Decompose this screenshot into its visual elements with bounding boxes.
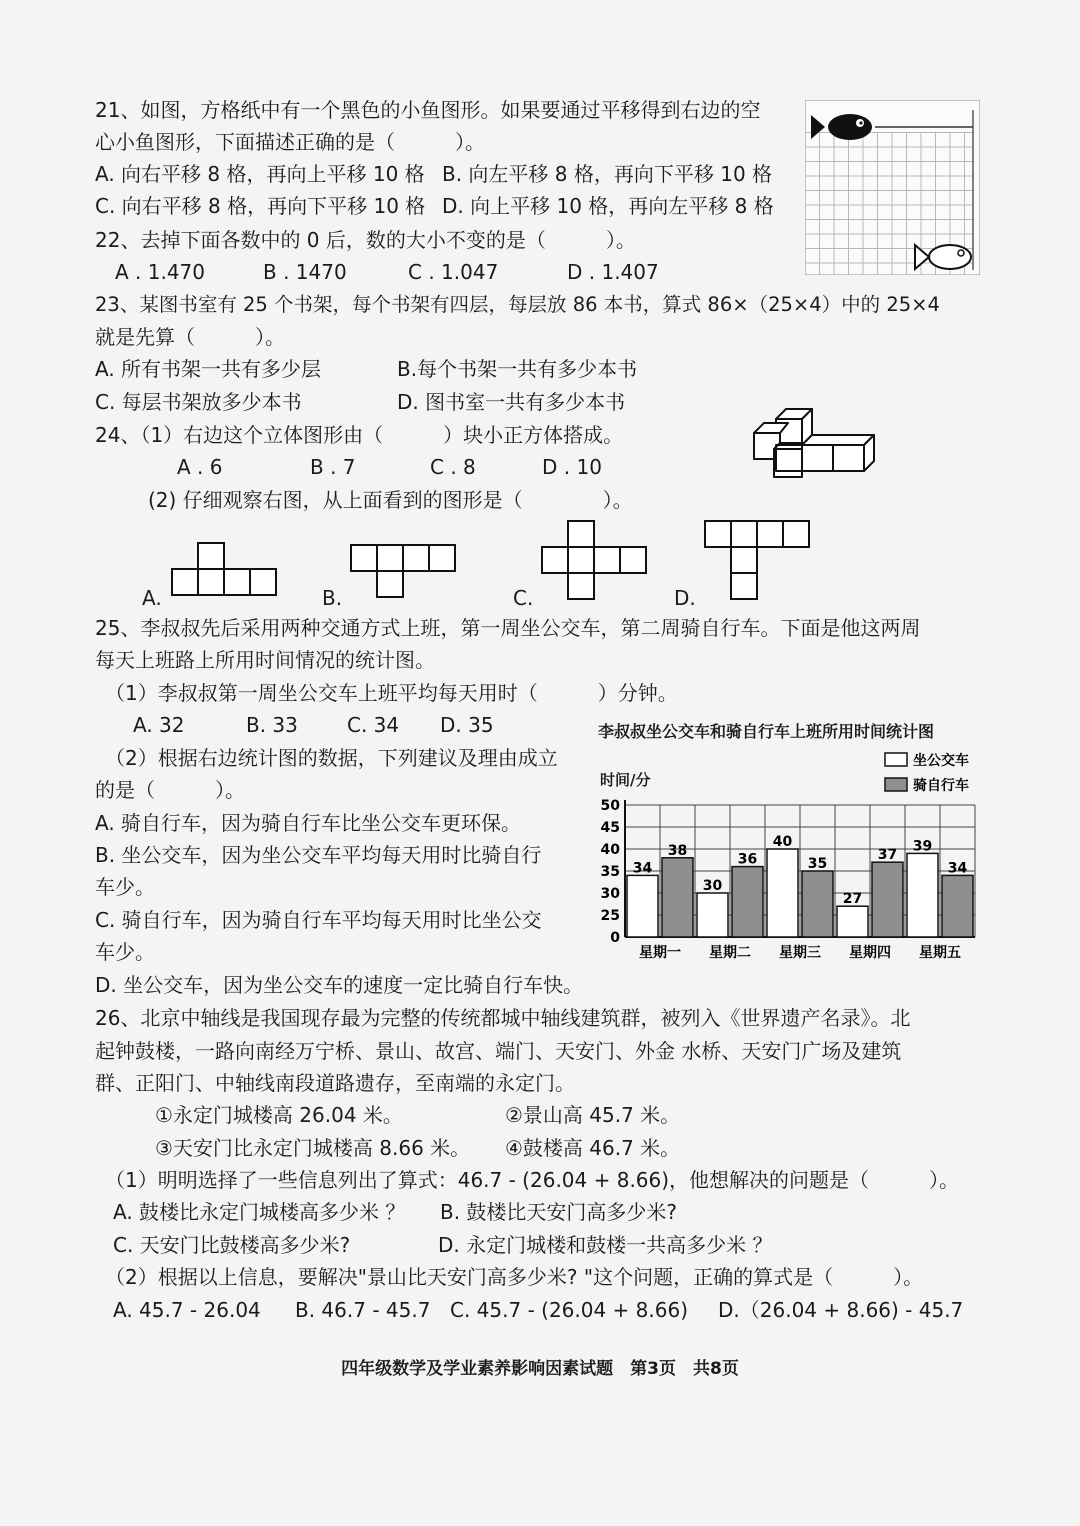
chart-legend-label: 坐公交车 bbox=[913, 753, 969, 769]
q23-option-d: D. 图书室一共有多少本书 bbox=[397, 390, 626, 414]
q26-fact-1: ①永定门城楼高 26.04 米。 bbox=[155, 1103, 403, 1127]
q24-part1-option-b: B . 7 bbox=[310, 455, 356, 479]
q21-option-b: B. 向左平移 8 格，再向下平移 10 格 bbox=[442, 162, 773, 186]
q23-option-b: B.每个书架一共有多少本书 bbox=[397, 357, 638, 381]
chart-y-tick-label: 40 bbox=[600, 842, 620, 858]
chart-legend-swatch bbox=[885, 778, 907, 791]
q26-part1-option-d: D. 永定门城楼和鼓楼一共高多少米 ？ bbox=[438, 1233, 773, 1257]
chart-data-label: 30 bbox=[702, 878, 723, 894]
q23-option-a: A. 所有书架一共有多少层 bbox=[95, 357, 322, 381]
chart-y-tick-label: 30 bbox=[600, 886, 620, 902]
q22-option-b: B . 1470 bbox=[263, 260, 347, 284]
page-footer: 四年级数学及学业素养影响因素试题 第3页 共8页 bbox=[341, 1359, 739, 1379]
q22-option-c: C . 1.047 bbox=[408, 260, 499, 284]
q25-option-b-line2: 车少。 bbox=[95, 875, 155, 899]
chart-x-tick-label: 星期三 bbox=[779, 945, 821, 961]
q25-part1-option-c: C. 34 bbox=[347, 713, 400, 737]
chart-x-tick-label: 星期二 bbox=[709, 945, 751, 961]
view-label-b: B. bbox=[322, 586, 343, 610]
q26-part1-option-b: B. 鼓楼比天安门高多少米? bbox=[440, 1200, 678, 1224]
q26-part2-option-a: A. 45.7 - 26.04 bbox=[113, 1298, 261, 1322]
q24-part2-stem: (2) 仔细观察右图，从上面看到的图形是（ ）。 bbox=[148, 488, 633, 512]
q26-part1-stem: （1）明明选择了一些信息列出了算式：46.7 - (26.04 + 8.66)，他想解决的问题是（ ）。 bbox=[105, 1168, 960, 1192]
chart-bar bbox=[802, 871, 833, 937]
q26-fact-3: ③天安门比永定门城楼高 8.66 米。 bbox=[155, 1136, 471, 1160]
q25-part1-option-d: D. 35 bbox=[440, 713, 494, 737]
q22-option-a: A . 1.470 bbox=[115, 260, 206, 284]
q25-stem-line2: 每天上班路上所用时间情况的统计图。 bbox=[95, 648, 435, 672]
q25-option-c-line2: 车少。 bbox=[95, 940, 155, 964]
q26-stem-line1: 26、北京中轴线是我国现存最为完整的传统都城中轴线建筑群，被列入《世界遗产名录》。北 bbox=[95, 1006, 911, 1030]
q25-part1-option-a: A. 32 bbox=[133, 713, 185, 737]
chart-bar bbox=[907, 853, 938, 937]
q23-stem-line1: 23、某图书室有 25 个书架，每个书架有四层，每层放 86 本书，算式 86×（25×4）中的 25×4 bbox=[95, 293, 940, 316]
chart-data-label: 37 bbox=[877, 847, 898, 864]
view-label-a: A. bbox=[142, 586, 162, 610]
q21-option-c: C. 向右平移 8 格，再向下平移 10 格 bbox=[95, 194, 426, 218]
view-label-d: D. bbox=[674, 586, 696, 610]
chart-y-tick-label: 45 bbox=[600, 820, 620, 836]
chart-data-label: 27 bbox=[842, 891, 863, 908]
q24-part1-option-a: A . 6 bbox=[177, 455, 223, 479]
q25-option-a: A. 骑自行车，因为骑自行车比坐公交车更环保。 bbox=[95, 811, 522, 835]
commute-bar-chart bbox=[590, 745, 990, 970]
q21-option-d: D. 向上平移 10 格，再向左平移 8 格 bbox=[442, 194, 774, 218]
chart-y-tick-label: 35 bbox=[600, 864, 620, 880]
q21-stem-line1: 21、如图，方格纸中有一个黑色的小鱼图形。如果要通过平移得到右边的空 bbox=[95, 98, 761, 122]
chart-bar bbox=[697, 893, 728, 937]
q25-stem-line1: 25、李叔叔先后采用两种交通方式上班，第一周坐公交车，第二周骑自行车。下面是他这两周 bbox=[95, 616, 921, 640]
q22-option-d: D . 1.407 bbox=[567, 260, 659, 284]
chart-legend-swatch bbox=[885, 753, 907, 766]
q26-fact-2: ②景山高 45.7 米。 bbox=[505, 1103, 681, 1127]
chart-data-label: 36 bbox=[737, 851, 758, 868]
q25-option-d: D. 坐公交车，因为坐公交车的速度一定比骑自行车快。 bbox=[95, 973, 584, 997]
chart-y-tick-label: 0 bbox=[610, 930, 620, 946]
chart-legend-label: 骑自行车 bbox=[913, 778, 969, 794]
chart-bar bbox=[942, 875, 973, 937]
q23-option-c: C. 每层书架放多少本书 bbox=[95, 390, 302, 414]
q25-part1-option-b: B. 33 bbox=[246, 713, 298, 737]
chart-y-tick-label: 50 bbox=[600, 798, 620, 814]
q25-part1-stem: （1）李叔叔第一周坐公交车上班平均每天用时（ ）分钟。 bbox=[105, 681, 678, 705]
chart-data-label: 34 bbox=[632, 860, 653, 877]
chart-data-label: 38 bbox=[667, 842, 688, 859]
q26-part2-option-d: D.（26.04 + 8.66) - 45.7 bbox=[718, 1298, 964, 1322]
chart-data-label: 40 bbox=[772, 834, 793, 850]
q24-part1-option-d: D . 10 bbox=[542, 455, 602, 479]
chart-data-label: 35 bbox=[807, 856, 828, 872]
view-label-c: C. bbox=[513, 586, 534, 610]
q26-part1-option-a: A. 鼓楼比永定门城楼高多少米 ？ bbox=[113, 1200, 406, 1224]
chart-y-tick-label: 25 bbox=[600, 908, 620, 924]
q22-stem: 22、去掉下面各数中的 0 后，数的大小不变的是（ ）。 bbox=[95, 228, 636, 252]
q26-part1-option-c: C. 天安门比鼓楼高多少米? bbox=[113, 1233, 351, 1257]
q25-part2-stem-line2: 的是（ ）。 bbox=[95, 778, 245, 802]
q26-part2-option-c: C. 45.7 - (26.04 + 8.66) bbox=[450, 1298, 689, 1322]
q25-option-b-line1: B. 坐公交车，因为坐公交车平均每天用时比骑自行 bbox=[95, 843, 542, 867]
q24-part1-stem: 24、（1）右边这个立体图形由（ ）块小正方体搭成。 bbox=[95, 423, 624, 447]
q26-stem-line2: 起钟鼓楼，一路向南经万宁桥、景山、故宫、端门、天安门、外金 水桥、天安门广场及建筑 bbox=[95, 1039, 902, 1063]
q21-option-a: A. 向右平移 8 格，再向上平移 10 格 bbox=[95, 162, 425, 186]
fish-grid-figure bbox=[805, 100, 980, 275]
q26-part2-option-b: B. 46.7 - 45.7 bbox=[295, 1298, 431, 1322]
chart-data-label: 34 bbox=[947, 860, 968, 877]
q26-part2-stem: （2）根据以上信息，要解决"景山比天安门高多少米? "这个问题，正确的算式是（ ）。 bbox=[105, 1265, 924, 1289]
chart-x-tick-label: 星期五 bbox=[919, 945, 961, 961]
cube-solid-figure bbox=[752, 405, 882, 487]
chart-y-label: 时间/分 bbox=[600, 771, 651, 789]
top-view-choices bbox=[140, 515, 840, 610]
q25-part2-stem-line1: （2）根据右边统计图的数据，下列建议及理由成立 bbox=[105, 746, 558, 770]
chart-bar bbox=[872, 862, 903, 937]
chart-bar bbox=[767, 849, 798, 937]
chart-x-tick-label: 星期四 bbox=[849, 945, 891, 961]
chart-x-tick-label: 星期一 bbox=[639, 945, 681, 961]
chart-bar bbox=[662, 858, 693, 937]
chart-data-label: 39 bbox=[912, 838, 933, 855]
q21-stem-line2: 心小鱼图形，下面描述正确的是（ ）。 bbox=[95, 130, 485, 154]
q26-fact-4: ④鼓楼高 46.7 米。 bbox=[505, 1136, 681, 1160]
chart-bar bbox=[732, 867, 763, 937]
chart-bar bbox=[837, 906, 868, 937]
chart-bar bbox=[627, 875, 658, 937]
q25-option-c-line1: C. 骑自行车，因为骑自行车平均每天用时比坐公交 bbox=[95, 908, 542, 932]
q23-stem-line2: 就是先算（ ）。 bbox=[95, 325, 285, 349]
q24-part1-option-c: C . 8 bbox=[430, 455, 476, 479]
q26-stem-line3: 群、正阳门、中轴线南段道路遗存，至南端的永定门。 bbox=[95, 1071, 575, 1095]
chart-title: 李叔叔坐公交车和骑自行车上班所用时间统计图 bbox=[598, 722, 935, 741]
